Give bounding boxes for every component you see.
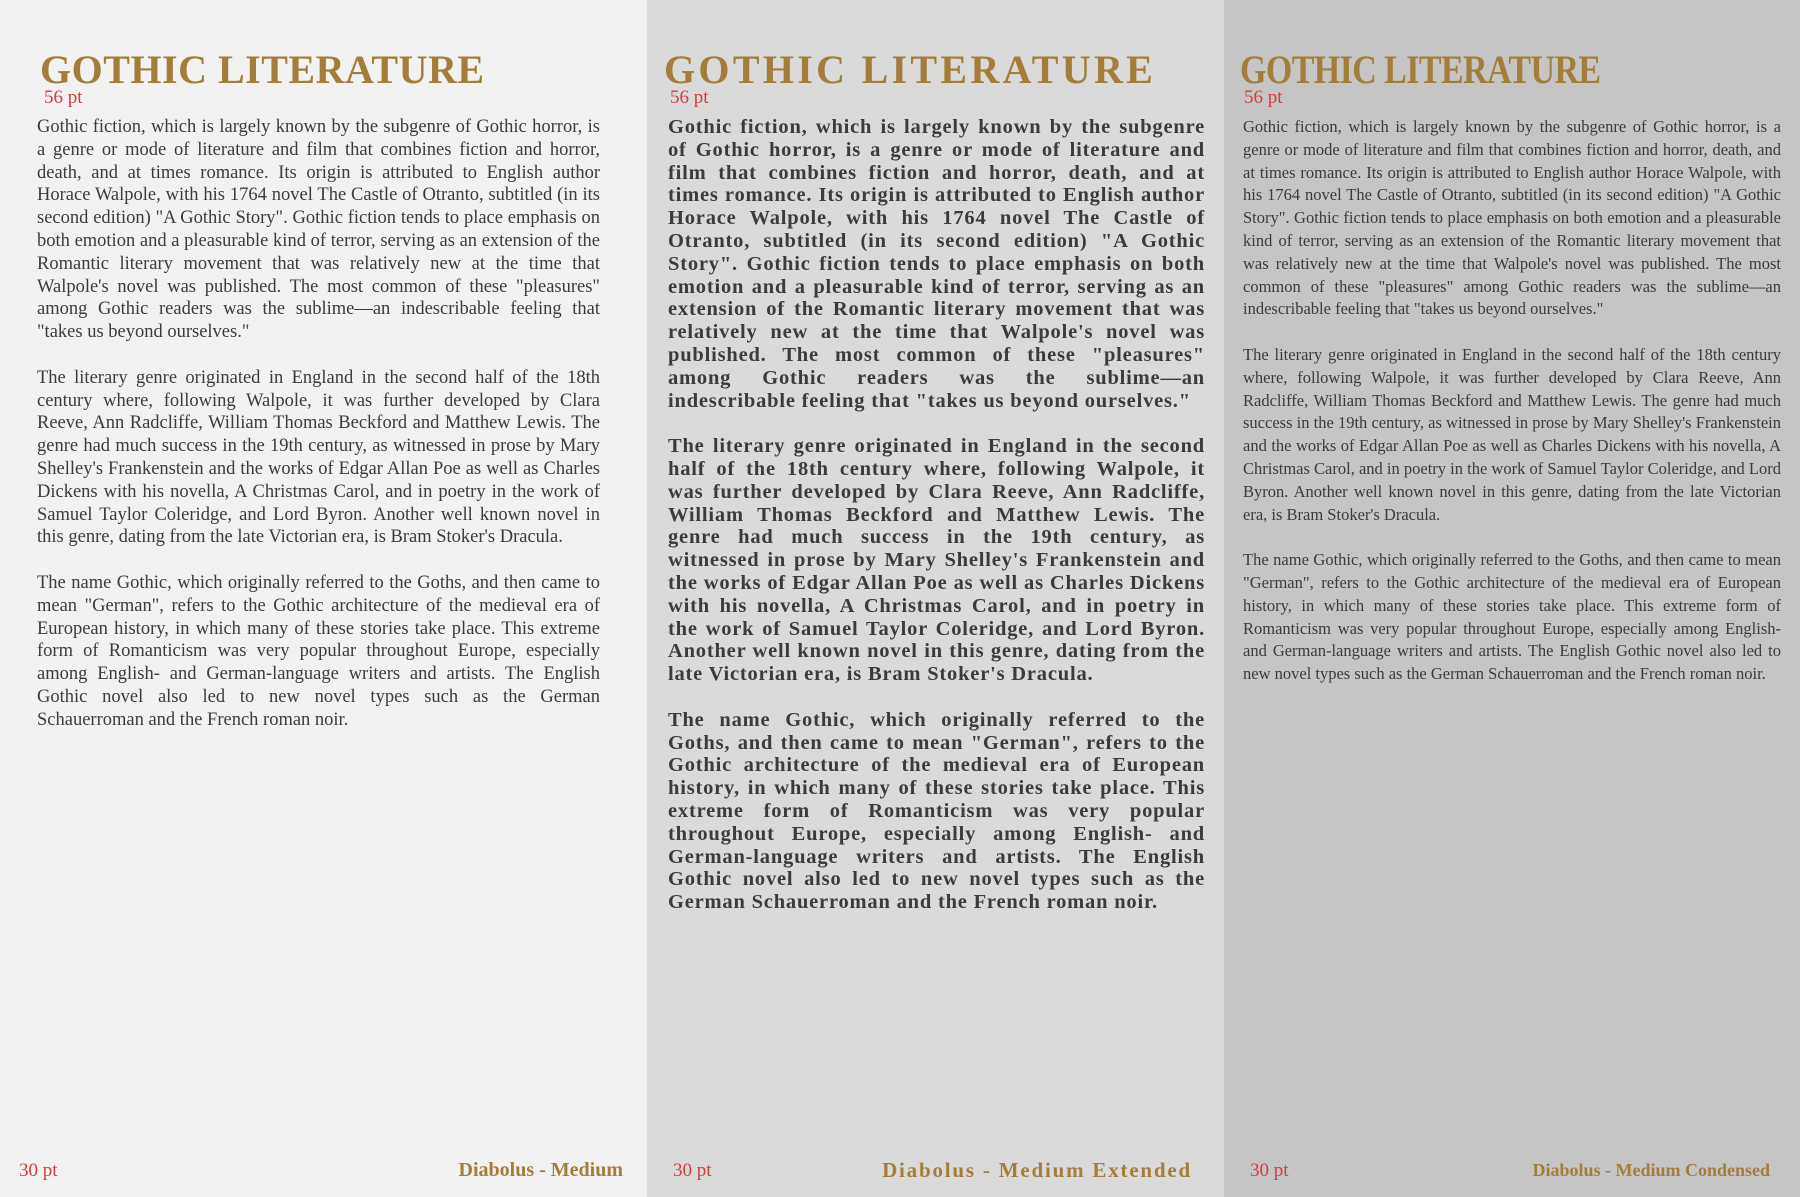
paragraph: The literary genre originated in England in the second half of the 18th century where, following Walpole, it was further developed by Clara Reeve, Ann Radcliffe, William Thomas Beckford and Matthew Lewis. The genre had much success in the 19th century, as witnessed in prose by Mary Shelley's Frankenstein and the works of Edgar Allan Poe as well as Charles Dickens with his novella, A Christmas Carol, and in poetry in the work of Samuel Taylor Coleridge, and Lord Byron. Another well known novel in this genre, dating from the late Victorian era, is Bram Stoker's Dracula. [1243,344,1781,524]
paragraph: Gothic fiction, which is largely known by the subgenre of Gothic horror, is a genre or mode of literature and film that combines fiction and horror, death, and at times romance. Its origin is attributed to English author Horace Walpole, with his 1764 novel The Castle of Otranto, subtitled (in its second edition) "A Gothic Story". Gothic fiction tends to place emphasis on both emotion and a pleasurable kind of terror, serving as an extension of the Romantic literary movement that was relatively new at the time that Walpole's novel was published. The most common of these "pleasures" among Gothic readers was the sublime—an indescribable feeling that "takes us beyond ourselves." [668,116,1205,412]
panel-title: GOTHIC LITERATURE [40,47,485,92]
body-text [37,116,600,754]
paragraph: The literary genre originated in England in the second half of the 18th century where, following Walpole, it was further developed by Clara Reeve, Ann Radcliffe, William Thomas Beckford and Matthew Lewis. The genre had much success in the 19th century, as witnessed in prose by Mary Shelley's Frankenstein and the works of Edgar Allan Poe as well as Charles Dickens with his novella, A Christmas Carol, and in poetry in the work of Samuel Taylor Coleridge, and Lord Byron. Another well known novel in this genre, dating from the late Victorian era, is Bram Stoker's Dracula. [37,367,600,548]
paragraph: The name Gothic, which originally referred to the Goths, and then came to mean "German", refers to the Gothic architecture of the medieval era of European history, in which many of these stories take place. This extreme form of Romanticism was very popular throughout Europe, especially among English- and German-language writers and artists. The English Gothic novel also led to new novel types such as the German Schauerroman and the French roman noir. [1243,550,1781,684]
font-name-label: Diabolus - Medium Condensed [1532,1160,1770,1180]
body-text [668,116,1205,937]
title-size-label: 56 pt [44,87,83,108]
font-name-label: Diabolus - Medium [458,1159,623,1181]
paragraph: The name Gothic, which originally referred to the Goths, and then came to mean "German", refers to the Gothic architecture of the medieval era of European history, in which many of these stories take place. This extreme form of Romanticism was very popular throughout Europe, especially among English- and German-language writers and artists. The English Gothic novel also led to new novel types such as the German Schauerroman and the French roman noir. [668,708,1205,914]
panel-title: GOTHIC LITERATURE [664,47,1157,92]
body-size-label: 30 pt [19,1160,58,1181]
body-size-label: 30 pt [1250,1160,1289,1181]
panel-title: GOTHIC LITERATURE [1240,47,1601,92]
specimen-panel-medium [0,0,647,1197]
body-size-label: 30 pt [673,1160,712,1181]
body-text [1243,116,1781,709]
specimen-panel-medium-condensed [1224,0,1800,1197]
title-size-label: 56 pt [1244,87,1283,108]
font-name-label: Diabolus - Medium Extended [882,1158,1192,1182]
title-size-label: 56 pt [670,87,709,108]
paragraph: Gothic fiction, which is largely known by the subgenre of Gothic horror, is a genre or mode of literature and film that combines fiction and horror, death, and at times romance. Its origin is attributed to English author Horace Walpole, with his 1764 novel The Castle of Otranto, subtitled (in its second edition) "A Gothic Story". Gothic fiction tends to place emphasis on both emotion and a pleasurable kind of terror, serving as an extension of the Romantic literary movement that was relatively new at the time that Walpole's novel was published. The most common of these "pleasures" among Gothic readers was the sublime—an indescribable feeling that "takes us beyond ourselves." [37,117,600,343]
paragraph: Gothic fiction, which is largely known by the subgenre of Gothic horror, is a genre or mode of literature and film that combines fiction and horror, death, and at times romance. Its origin is attributed to English author Horace Walpole, with his 1764 novel The Castle of Otranto, subtitled (in its second edition) "A Gothic Story". Gothic fiction tends to place emphasis on both emotion and a pleasurable kind of terror, serving as an extension of the Romantic literary movement that was relatively new at the time that Walpole's novel was published. The most common of these "pleasures" among Gothic readers was the sublime—an indescribable feeling that "takes us beyond ourselves." [1243,117,1781,319]
paragraph: The literary genre originated in England in the second half of the 18th century where, following Walpole, it was further developed by Clara Reeve, Ann Radcliffe, William Thomas Beckford and Matthew Lewis. The genre had much success in the 19th century, as witnessed in prose by Mary Shelley's Frankenstein and the works of Edgar Allan Poe as well as Charles Dickens with his novella, A Christmas Carol, and in poetry in the work of Samuel Taylor Coleridge, and Lord Byron. Another well known novel in this genre, dating from the late Victorian era, is Bram Stoker's Dracula. [668,435,1205,686]
paragraph: The name Gothic, which originally referred to the Goths, and then came to mean "German", refers to the Gothic architecture of the medieval era of European history, in which many of these stories take place. This extreme form of Romanticism was very popular throughout Europe, especially among English- and German-language writers and artists. The English Gothic novel also led to new novel types such as the German Schauerroman and the French roman noir. [37,572,600,730]
specimen-panel-medium-extended [647,0,1224,1197]
